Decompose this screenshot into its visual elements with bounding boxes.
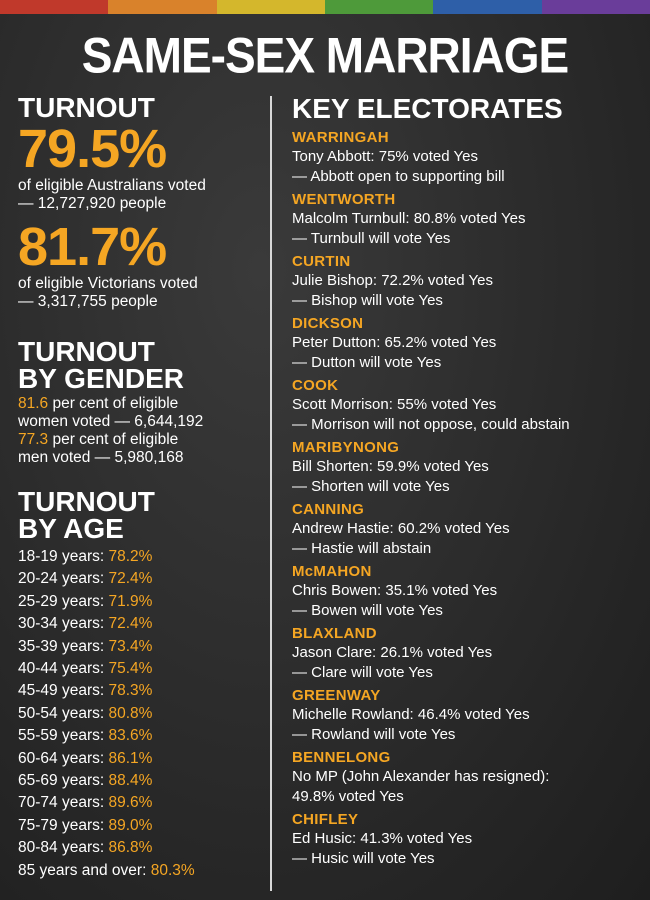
age-row (18, 546, 263, 568)
women-text2: women voted — 6,644,192 (18, 413, 204, 430)
electorate-stance: — Abbott open to supporting bill (292, 167, 505, 185)
age-label: 60-64 years: (18, 749, 105, 767)
electorate-name: WARRINGAH (292, 129, 389, 146)
electorate-stance: — Morrison will not oppose, could abstain (292, 415, 570, 433)
electorate-stance: — Dutton will vote Yes (292, 353, 442, 371)
electorate-result: Tony Abbott: 75% voted Yes (292, 148, 478, 165)
key-electorates-heading: KEY ELECTORATES (292, 93, 563, 124)
electorate-name: WENTWORTH (292, 191, 396, 208)
age-value: 78.2% (108, 548, 153, 565)
national-turnout-line2: — 12,727,920 people (18, 195, 167, 212)
men-text1: per cent of eligible (48, 431, 179, 448)
age-row (18, 792, 263, 814)
electorate-item (292, 624, 642, 682)
women-pct: 81.6 (18, 395, 49, 412)
age-row (18, 748, 263, 770)
age-label: 20-24 years: (18, 570, 105, 588)
age-value: 89.6% (108, 794, 153, 812)
electorate-name: COOK (292, 377, 339, 394)
age-value: 86.1% (108, 749, 153, 767)
electorate-name: BENNELONG (292, 749, 391, 766)
electorate-item (292, 562, 642, 620)
electorate-stance: 49.8% voted Yes (292, 787, 404, 805)
rainbow-orange (108, 0, 216, 14)
column-divider (270, 96, 272, 891)
electorate-result: Malcolm Turnbull: 80.8% voted Yes (292, 210, 526, 227)
women-text1: per cent of eligible (48, 395, 179, 412)
age-value: 88.4% (108, 772, 153, 790)
electorate-stance: — Rowland will vote Yes (292, 725, 456, 743)
age-heading-line1: TURNOUT (18, 486, 155, 517)
age-row (18, 815, 263, 837)
women-turnout (18, 395, 263, 413)
age-heading-line2: BY AGE (18, 513, 124, 544)
electorate-item (292, 438, 642, 496)
age-label: 85 years and over: (18, 861, 147, 879)
victoria-turnout-line1: of eligible Victorians voted (18, 275, 198, 292)
age-row (18, 636, 263, 658)
age-value: 83.6% (108, 727, 153, 745)
electorate-item (292, 128, 642, 186)
gender-heading-line2: BY GENDER (18, 363, 184, 394)
electorate-stance: — Shorten will vote Yes (292, 477, 450, 495)
electorate-item (292, 748, 642, 806)
age-row (18, 725, 263, 747)
age-row (18, 680, 263, 702)
age-row (18, 703, 263, 725)
electorate-name: GREENWAY (292, 687, 381, 704)
turnout-section (18, 94, 263, 311)
age-label: 55-59 years: (18, 727, 105, 745)
age-label: 25-29 years: (18, 592, 105, 610)
electorate-item (292, 686, 642, 744)
age-label: 40-44 years: (18, 660, 105, 678)
electorate-result: Chris Bowen: 35.1% voted Yes (292, 582, 498, 599)
age-list (18, 546, 263, 882)
age-row (18, 591, 263, 613)
turnout-heading: TURNOUT (18, 92, 155, 123)
age-row (18, 770, 263, 792)
age-value: 80.8% (108, 704, 153, 722)
rainbow-yellow (217, 0, 325, 14)
victoria-turnout-pct: 81.7% (18, 217, 167, 277)
age-value: 80.3% (150, 861, 195, 879)
electorate-name: CHIFLEY (292, 811, 359, 828)
electorate-result: Andrew Hastie: 60.2% voted Yes (292, 520, 510, 537)
age-value: 86.8% (108, 839, 153, 857)
rainbow-green (325, 0, 433, 14)
age-value: 89.0% (108, 816, 153, 834)
rainbow-purple (542, 0, 650, 14)
electorate-name: CANNING (292, 501, 365, 518)
rainbow-strip (0, 0, 650, 14)
age-row (18, 837, 263, 859)
age-value: 72.4% (108, 615, 153, 633)
electorate-result: Bill Shorten: 59.9% voted Yes (292, 458, 489, 475)
electorate-name: MARIBYNONG (292, 439, 400, 456)
electorate-result: Peter Dutton: 65.2% voted Yes (292, 334, 497, 351)
rainbow-red (0, 0, 108, 14)
electorate-item (292, 376, 642, 434)
electorate-item (292, 810, 642, 868)
age-value: 78.3% (108, 682, 153, 700)
victoria-turnout-line2: — 3,317,755 people (18, 293, 158, 310)
electorate-result: Scott Morrison: 55% voted Yes (292, 396, 497, 413)
electorate-item (292, 252, 642, 310)
electorate-item (292, 314, 642, 372)
left-column (18, 92, 263, 882)
age-section (18, 488, 263, 882)
electorate-item (292, 190, 642, 248)
men-turnout (18, 431, 263, 449)
electorate-name: BLAXLAND (292, 625, 377, 642)
age-label: 45-49 years: (18, 682, 105, 700)
age-value: 73.4% (108, 637, 153, 655)
electorate-stance: — Bowen will vote Yes (292, 601, 443, 619)
men-text2: men voted — 5,980,168 (18, 449, 184, 466)
age-label: 18-19 years: (18, 548, 105, 565)
electorate-stance: — Turnbull will vote Yes (292, 229, 451, 247)
electorate-result: Ed Husic: 41.3% voted Yes (292, 830, 473, 847)
gender-section (18, 338, 263, 467)
electorate-stance: — Clare will vote Yes (292, 663, 433, 681)
men-pct: 77.3 (18, 431, 49, 448)
national-turnout-line1: of eligible Australians voted (18, 177, 206, 194)
age-row (18, 658, 263, 680)
page-title: SAME-SEX MARRIAGE (81, 26, 569, 84)
age-value: 71.9% (108, 592, 153, 610)
electorate-item (292, 500, 642, 558)
age-label: 75-79 years: (18, 816, 105, 834)
age-row (18, 568, 263, 590)
electorate-result: No MP (John Alexander has resigned): (292, 768, 550, 785)
age-label: 35-39 years: (18, 637, 105, 655)
age-row (18, 860, 263, 882)
electorate-stance: — Husic will vote Yes (292, 849, 435, 867)
electorate-name: CURTIN (292, 253, 351, 270)
age-label: 30-34 years: (18, 615, 105, 633)
age-value: 72.4% (108, 570, 153, 588)
national-turnout-pct: 79.5% (18, 119, 167, 179)
age-label: 65-69 years: (18, 772, 105, 790)
electorate-name: McMAHON (292, 563, 372, 580)
age-label: 50-54 years: (18, 704, 105, 722)
age-value: 75.4% (108, 660, 153, 678)
age-row (18, 613, 263, 635)
key-electorates-column (292, 94, 642, 872)
electorate-name: DICKSON (292, 315, 364, 332)
rainbow-blue (433, 0, 541, 14)
electorate-stance: — Bishop will vote Yes (292, 291, 443, 309)
electorate-stance: — Hastie will abstain (292, 539, 432, 557)
gender-heading-line1: TURNOUT (18, 336, 155, 367)
age-label: 80-84 years: (18, 839, 105, 857)
electorate-result: Julie Bishop: 72.2% voted Yes (292, 272, 493, 289)
electorate-result: Jason Clare: 26.1% voted Yes (292, 644, 493, 661)
age-label: 70-74 years: (18, 794, 105, 812)
electorate-result: Michelle Rowland: 46.4% voted Yes (292, 706, 530, 723)
